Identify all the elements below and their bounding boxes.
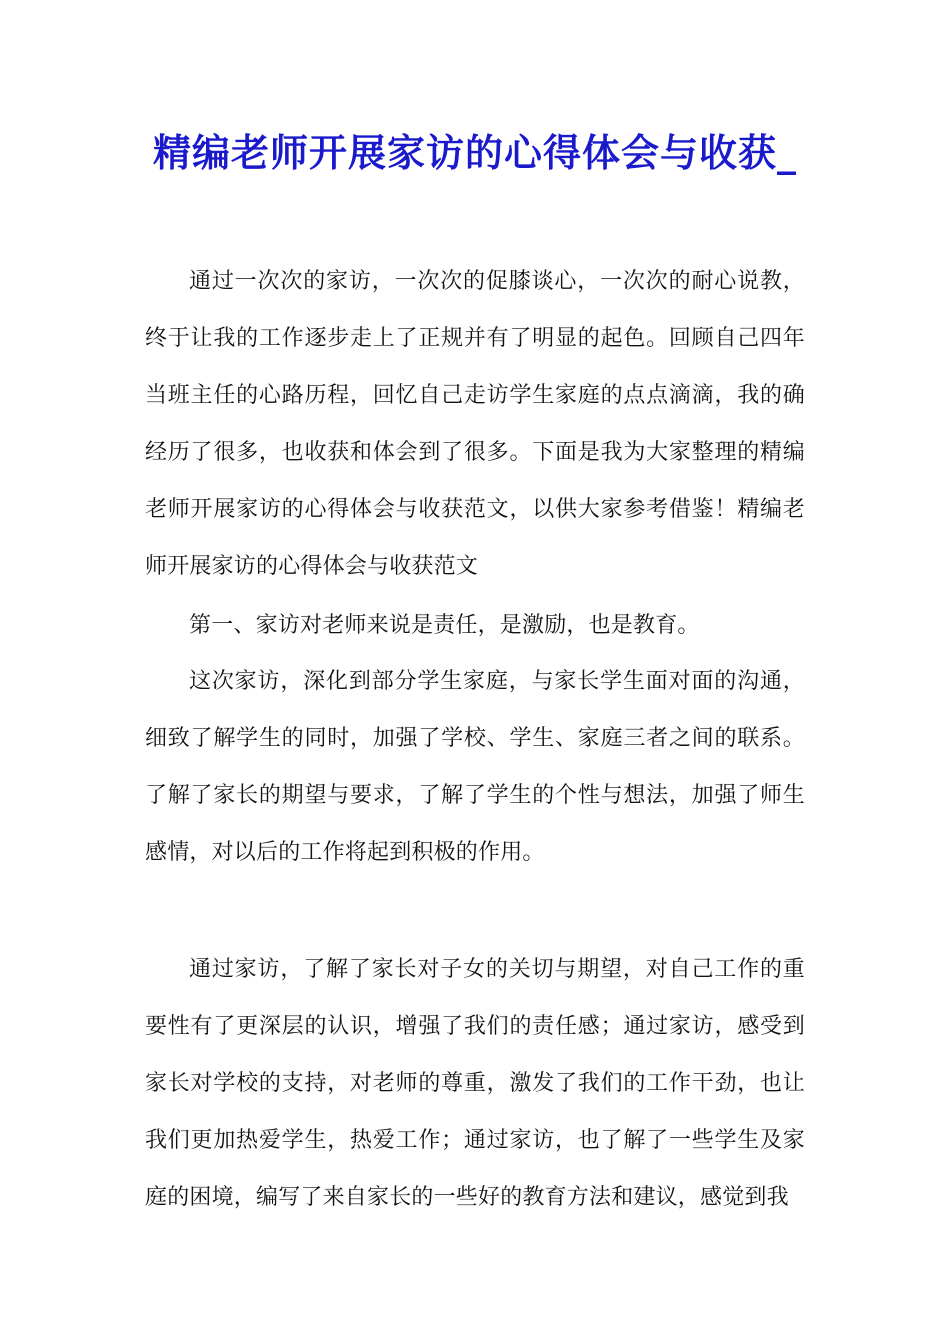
paragraph-understanding: 通过家访，了解了家长对子女的关切与期望，对自己工作的重要性有了更深层的认识，增强了我们的责任感；通过家访，感受到家长对学校的支持，对老师的尊重，激发了我们的工作干劲，也让我们更加热爱学生，热爱工作；通过家访，也了解了一些学生及家庭的困境，编写了来自家长的一些好的教育方法和建议，感觉到我	[145, 957, 805, 1210]
paragraph-home-visit: 这次家访，深化到部分学生家庭，与家长学生面对面的沟通，细致了解学生的同时，加强了学校、学生、家庭三者之间的联系。了解了家长的期望与要求，了解了学生的个性与想法，加强了师生感情，对以后的工作将起到积极的作用。	[145, 669, 805, 865]
paragraph-intro: 通过一次次的家访，一次次的促膝谈心，一次次的耐心说教，终于让我的工作逐步走上了正规并有了明显的起色。回顾自己四年当班主任的心路历程，回忆自己走访学生家庭的点点滴滴，我的确经历了很多，也收获和体会到了很多。下面是我为大家整理的精编老师开展家访的心得体会与收获范文，以供大家参考借鉴！精编老师开展家访的心得体会与收获范文	[145, 269, 805, 579]
document-title: 精编老师开展家访的心得体会与收获_	[152, 130, 797, 175]
paragraph-section-heading: 第一、家访对老师来说是责任，是激励，也是教育。	[189, 613, 700, 638]
